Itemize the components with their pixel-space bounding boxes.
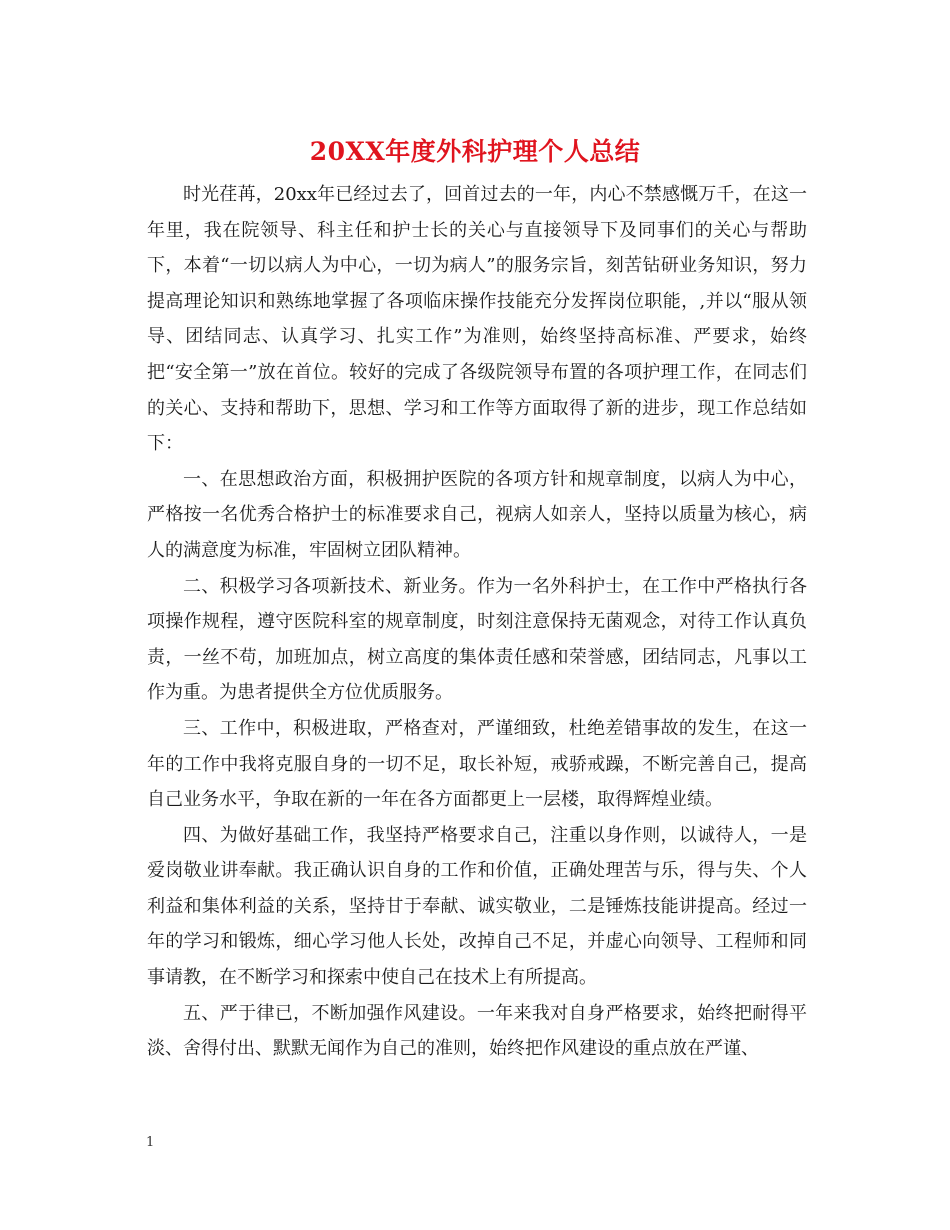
intro-paragraph: 时光荏苒，20xx年已经过去了，回首过去的一年，内心不禁感慨万千，在这一年里，我在院领导、科主任和护士长的关心与直接领导下及同事们的关心与帮助下，本着“一切以病人为中心，一切为病人”的服务宗旨，刻苦钻研业务知识，努力提高理论知识和熟练地掌握了各项临床操作技能充分发挥岗位职能，,并以“服从领导、团结同志、认真学习、扎实工作”为准则，始终坚持高标准、严要求，始终把“安全第一”放在首位。较好的完成了各级院领导布置的各项护理工作，在同志们的关心、支持和帮助下，思想、学习和工作等方面取得了新的进步，现工作总结如下： (147, 184, 807, 455)
document-body (147, 177, 807, 1067)
paragraph-5: 五、严于律已，不断加强作风建设。一年来我对自身严格要求，始终把耐得平淡、舍得付出、默默无闻作为自己的准则，始终把作风建设的重点放在严谨、 (147, 1002, 807, 1060)
paragraph-3: 三、工作中，积极进取，严格查对，严谨细致，杜绝差错事故的发生，在这一年的工作中我将克服自身的一切不足，取长补短，戒骄戒躁，不断完善自己，提高自己业务水平，争取在新的一年在各方面都更上一层楼，取得辉煌业绩。 (147, 717, 807, 811)
paragraph-1: 一、在思想政治方面，积极拥护医院的各项方针和规章制度，以病人为中心，严格按一名优秀合格护士的标准要求自己，视病人如亲人，坚持以质量为核心，病人的满意度为标准，牢固树立团队精神。 (147, 468, 807, 561)
paragraph-2: 二、积极学习各项新技术、新业务。作为一名外科护士，在工作中严格执行各项操作规程，遵守医院科室的规章制度，时刻注意保持无菌观念，对待工作认真负责，一丝不苟，加班加点，树立高度的集体责任感和荣誉感，团结同志，凡事以工作为重。为患者提供全方位优质服务。 (147, 575, 807, 704)
document-title: 20XX年度外科护理个人总结 (309, 137, 641, 166)
page-number: 1 (146, 1135, 155, 1150)
paragraph-4: 四、为做好基础工作，我坚持严格要求自己，注重以身作则，以诚待人，一是爱岗敬业讲奉献。我正确认识自身的工作和价值，正确处理苦与乐，得与失、个人利益和集体利益的关系，坚持甘于奉献、诚实敬业，二是锤炼技能讲提高。经过一年的学习和锻炼，细心学习他人长处，改掉自己不足，并虚心向领导、工程师和同事请教，在不断学习和探索中使自己在技术上有所提高。 (147, 824, 807, 989)
